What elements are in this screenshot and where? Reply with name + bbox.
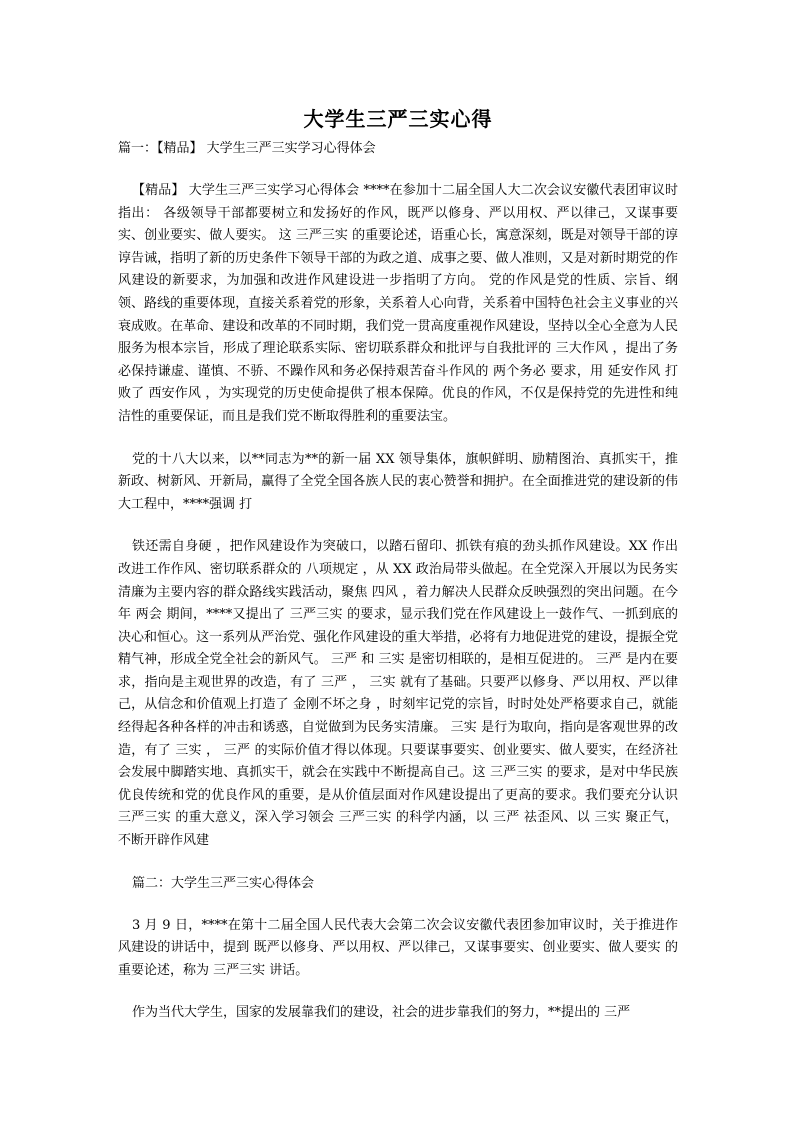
document-page [118,104,678,1045]
section-2-paragraph-2: 作为当代大学生，国家的发展靠我们的建设，社会的进步靠我们的努力，**提出的 三严 [132,1005,631,1021]
section-2-paragraph-1: 3 月 9 日，****在第十二届全国人民代表大会第二次会议安徽代表团参加审议时，关于推进作风建设的讲话中，提到 既严以修身、严以用权、严以律己，又谋事要实、创业要实、做人要实 的重要论述，称为 三严三实 讲话。 [118,917,678,978]
section-2-heading: 篇二：大学生三严三实心得体会 [132,875,315,891]
section-1-paragraph-2: 党的十八大以来，以**同志为**的新一届 XX 领导集体，旗帜鲜明、励精图治、真抓实干，推新政、树新风、开新局，赢得了全党全国各族人民的衷心赞誉和拥护。在全面推进党的建设新的伟大工程中，****强调 打 [118,451,678,512]
section-1-paragraph-1: 【精品】 大学生三严三实学习心得体会 ****在参加十二届全国人大二次会议安徽代表团审议时指出： 各级领导干部都要树立和发扬好的作风，既严以修身、严以用权、严以律己，又谋事要实、创业要实、做人要实。 这 三严三实 的重要论述，语重心长，寓意深刻，既是对领导干部的谆谆告诫，指明了新的历史条件下领导干部的为政之道、成事之要、做人准则，又是对新时期党的作风建设的新要求，为加强和改进作风建设进一步指明了方向。 党的作风是党的性质、宗旨、纲领、路线的重要体现，直接关系着党的形象，关系着人心向背，关系着中国特色社会主义事业的兴衰成败。在革命、建设和改革的不同时期，我们党一贯高度重视作风建设，坚持以全心全意为人民服务为根本宗旨，形成了理论联系实际、密切联系群众和批评与自我批评的 三大作风 ，提出了务必保持谦虚、谨慎、不骄、不躁作风和务必保持艰苦奋斗作风的 两个务必 要求，用 延安作风 打败了 西安作风 ，为实现党的历史使命提供了根本保障。优良的作风，不仅是保持党的先进性和纯洁性的重要保证，而且是我们党不断取得胜利的重要法宝。 [118,183,678,424]
section-1-heading: 篇一：【精品】 大学生三严三实学习心得体会 [118,141,376,156]
document-title: 大学生三严三实心得 [303,107,493,131]
section-1-paragraph-3: 铁还需自身硬 ，把作风建设作为突破口，以踏石留印、抓铁有痕的劲头抓作风建设。XX 作出改进工作作风、密切联系群众的 八项规定 ，从 XX 政治局带头做起。在全党深入开展以为民务实清廉为主要内容的群众路线实践活动，聚焦 四风 ，着力解决人民群众反映强烈的突出问题。在今年 两会 期间，****又提出了 三严三实 的要求，显示我们党在作风建设上一鼓作气、一抓到底的决心和恒心。这一系列从严治党、强化作风建设的重大举措，必将有力地促进党的建设，提振全党精气神，形成全党全社会的新风气。 三严 和 三实 是密切相联的，是相互促进的。 三严 是内在要求，指向是主观世界的改造，有了 三严 ， 三实 就有了基础。只要严以修身、严以用权、严以律己，从信念和价值观上打造了 金刚不坏之身 ，时刻牢记党的宗旨，时时处处严格要求自己，就能经得起各种各样的冲击和诱惑，自觉做到为民务实清廉。 三实 是行为取向，指向是客观世界的改造，有了 三实 ， 三严 的实际价值才得以体现。只要谋事要实、创业要实、做人要实，在经济社会发展中脚踏实地、真抓实干，就会在实践中不断提高自己。这 三严三实 的要求，是对中华民族优良传统和党的优良作风的重要，是从价值层面对作风建设提出了更高的要求。我们要充分认识 三严三实 的重大意义，深入学习领会 三严三实 的科学内涵，以 三严 祛歪风、以 三实 聚正气，不断开辟作风建 [118,539,678,849]
